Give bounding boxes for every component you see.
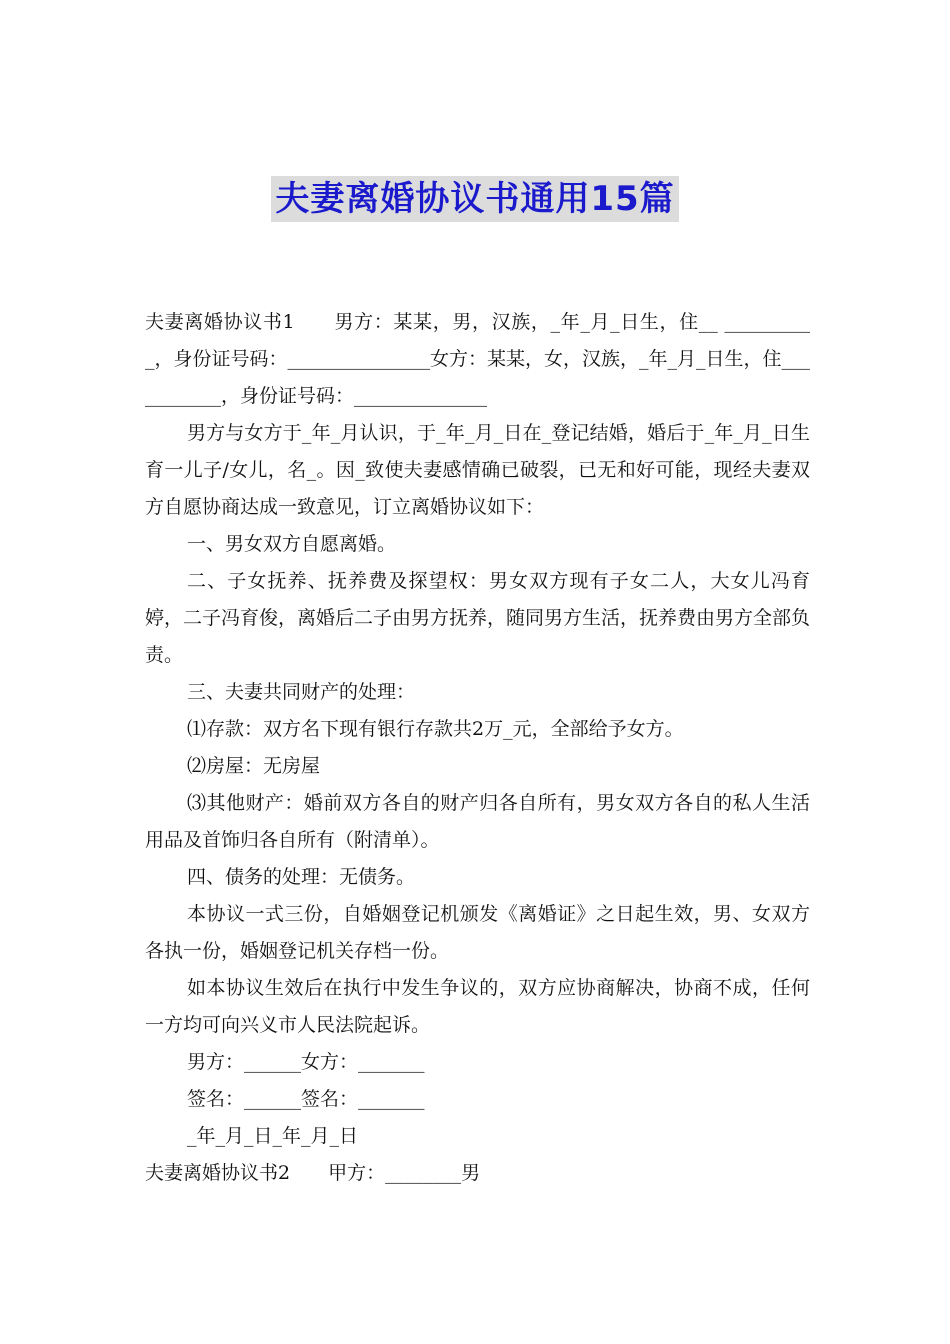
paragraph-11: 如本协议生效后在执行中发生争议的，双方应协商解决，协商不成，任何一方均可向兴义市人民法院起诉。 <box>145 977 810 1036</box>
paragraph-1: 夫妻离婚协议书1 男方：某某，男，汉族，_年_月_日生，住__ __________，身份证号码：_______________女方：某某，女，汉族，_年_月_日生，住___________，身份证号码：______________ <box>145 311 811 407</box>
paragraph-3: 一、男女双方自愿离婚。 <box>187 533 397 555</box>
paragraph-2: 男方与女方于_年_月认识，于_年_月_日在_登记结婚，婚后于_年_月_日生育一儿子/女儿，名_。因_致使夫妻感情确已破裂，已无和好可能，现经夫妻双方自愿协商达成一致意见，订立离婚协议如下： <box>145 422 810 518</box>
paragraph-7: ⑵房屋：无房屋 <box>187 755 321 777</box>
paragraph-4: 二、子女抚养、抚养费及探望权：男女双方现有子女二人，大女儿冯育婷，二子冯育俊，离婚后二子由男方抚养，随同男方生活，抚养费由男方全部负责。 <box>145 570 811 666</box>
paragraph-14: _年_月_日_年_月_日 <box>187 1125 359 1147</box>
paragraph-8: ⑶其他财产：婚前双方各自的财产归各自所有，男女双方各自的私人生活用品及首饰归各自所有（附清单）。 <box>145 792 810 851</box>
paragraph-13: 签名：______签名：_______ <box>187 1088 425 1110</box>
paragraph-15: 夫妻离婚协议书2 甲方：________男 <box>145 1162 481 1184</box>
document-body <box>145 304 810 1192</box>
paragraph-5: 三、夫妻共同财产的处理： <box>187 681 416 703</box>
paragraph-10: 本协议一式三份，自婚姻登记机颁发《离婚证》之日起生效，男、女双方各执一份，婚姻登记机关存档一份。 <box>145 903 810 962</box>
paragraph-6: ⑴存款：双方名下现有银行存款共2万_元，全部给予女方。 <box>187 718 684 740</box>
title-container <box>0 176 950 222</box>
paragraph-9: 四、债务的处理：无债务。 <box>187 866 416 888</box>
document-title: 夫妻离婚协议书通用15篇 <box>271 176 678 222</box>
paragraph-12: 男方：______女方：_______ <box>187 1051 425 1073</box>
